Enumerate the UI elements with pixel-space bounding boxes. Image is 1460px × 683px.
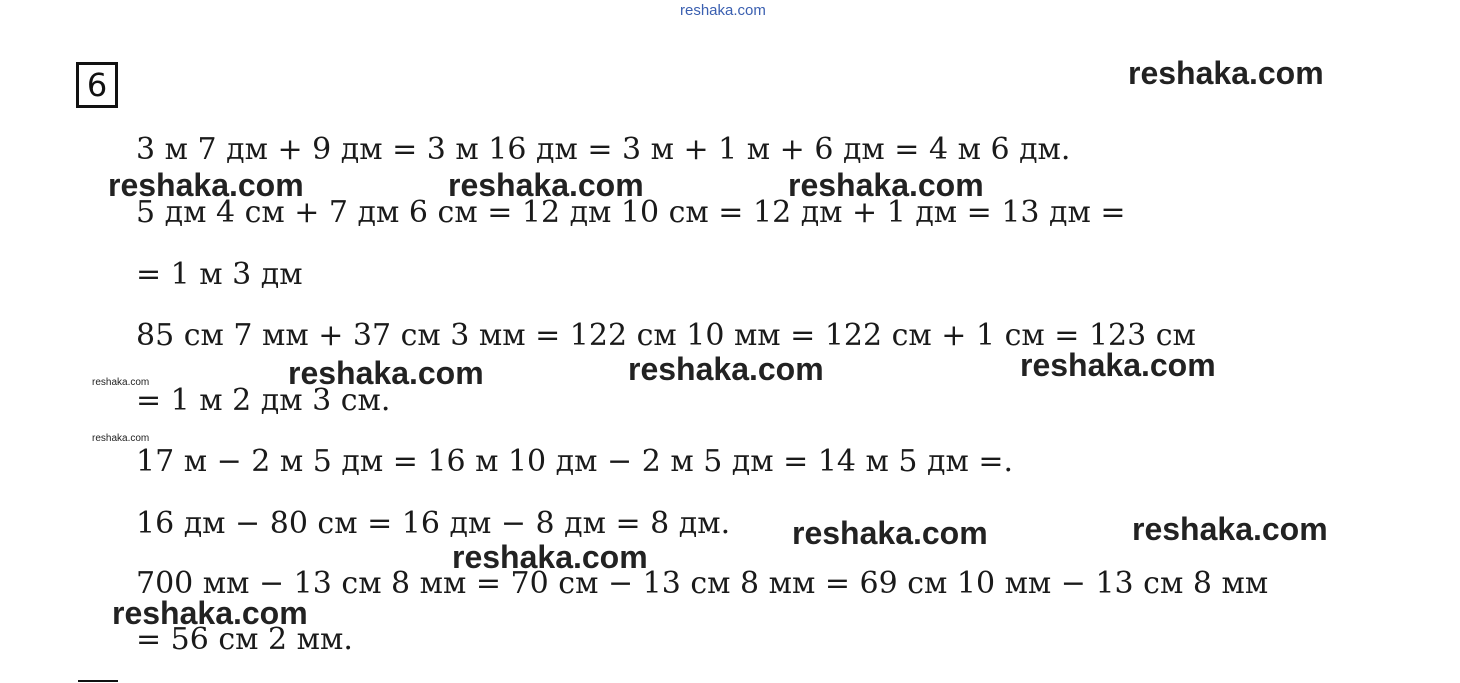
watermark: reshaka.com — [1128, 55, 1324, 91]
watermark: reshaka.com — [108, 167, 304, 203]
equation-line-9: = 56 см 2 мм. — [136, 622, 353, 657]
equation-line-5: = 1 м 2 дм 3 см. — [136, 383, 391, 418]
watermark: reshaka.com — [1132, 511, 1328, 547]
small-watermark: reshaka.com — [92, 433, 150, 444]
equation-line-8: 700 мм − 13 см 8 мм = 70 см − 13 см 8 мм = 69 см 10 мм − 13 см 8 мм — [136, 566, 1269, 601]
watermark: reshaka.com — [288, 355, 484, 391]
watermark: reshaka.com — [452, 539, 648, 575]
equation-line-3: = 1 м 3 дм — [136, 257, 303, 292]
bottom-rule — [78, 680, 118, 682]
equation-line-6: 17 м − 2 м 5 дм = 16 м 10 дм − 2 м 5 дм = 14 м 5 дм =. — [136, 444, 1014, 479]
watermark: reshaka.com — [448, 167, 644, 203]
task-number-box: 6 — [76, 62, 118, 108]
watermark: reshaka.com — [1020, 347, 1216, 383]
equation-line-2: 5 дм 4 см + 7 дм 6 см = 12 дм 10 см = 12 дм + 1 дм = 13 дм = — [136, 195, 1126, 230]
equation-line-1: 3 м 7 дм + 9 дм = 3 м 16 дм = 3 м + 1 м + 6 дм = 4 м 6 дм. — [136, 132, 1071, 167]
watermark: reshaka.com — [792, 515, 988, 551]
small-watermark: reshaka.com — [92, 377, 150, 388]
watermark: reshaka.com — [788, 167, 984, 203]
equation-line-7: 16 дм − 80 см = 16 дм − 8 дм = 8 дм. — [136, 506, 731, 541]
equation-line-4: 85 см 7 мм + 37 см 3 мм = 122 см 10 мм = 122 см + 1 см = 123 см — [136, 318, 1196, 353]
site-watermark-top: reshaka.com — [680, 2, 766, 19]
watermark: reshaka.com — [628, 351, 824, 387]
watermark: reshaka.com — [112, 595, 308, 631]
